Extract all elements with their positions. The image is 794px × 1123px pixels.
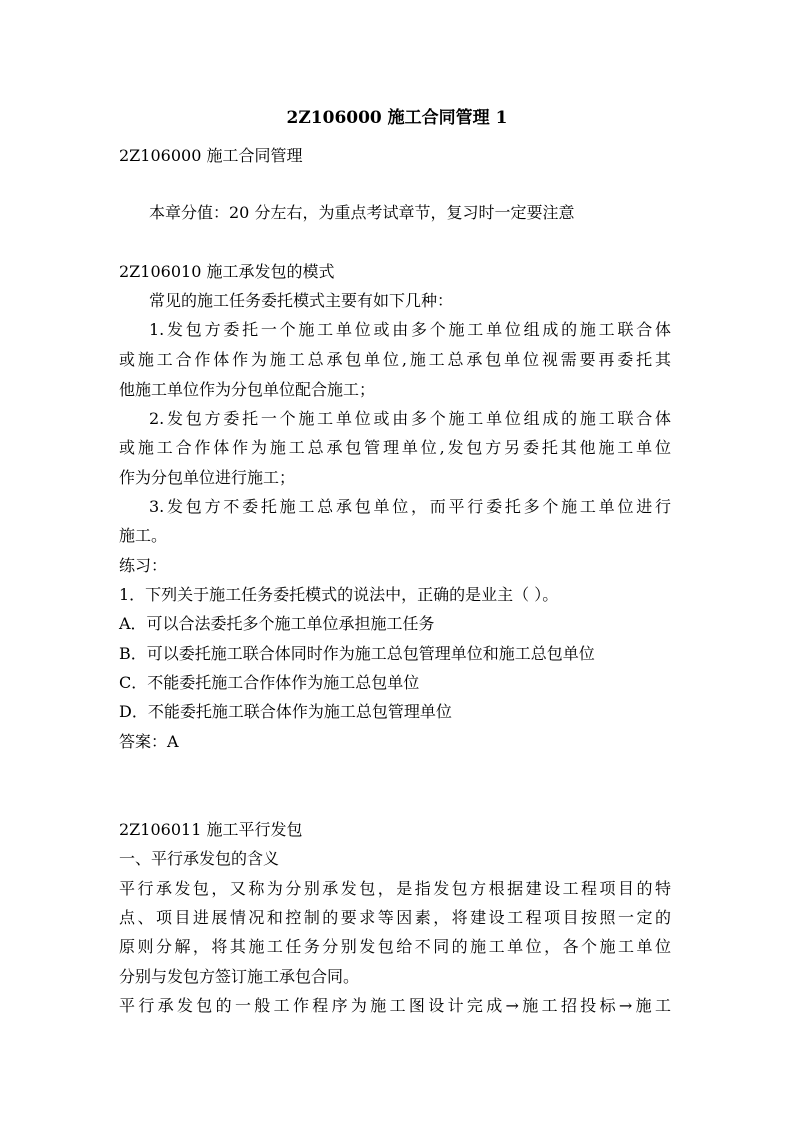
section-heading-2z106010: 2Z106010 施工承发包的模式: [119, 262, 335, 281]
para-1-line-2: 点、项目进展情况和控制的要求等因素，将建设工程项目按照一定的: [119, 908, 671, 927]
chapter-heading: 2Z106000 施工合同管理: [119, 146, 303, 165]
answer: 答案：A: [119, 732, 179, 751]
para-1-line-4: 分别与发包方签订施工承包合同。: [119, 967, 360, 986]
item-1-line-1: 1.发包方委托一个施工单位或由多个施工单位组成的施工联合体: [149, 320, 671, 339]
option-c: C．不能委托施工合作体作为施工总包单位: [119, 673, 420, 692]
option-d: D．不能委托施工联合体作为施工总包管理单位: [119, 702, 452, 721]
subheading-parallel-contracting: 一、平行承发包的含义: [119, 849, 280, 868]
item-3-line-2: 施工。: [119, 526, 168, 545]
score-note: 本章分值：20 分左右，为重点考试章节，复习时一定要注意: [149, 203, 575, 222]
para-1-line-3: 原则分解，将其施工任务分别发包给不同的施工单位，各个施工单位: [119, 937, 671, 956]
item-1-line-2: 或施工合作体作为施工总承包单位,施工总承包单位视需要再委托其: [119, 350, 671, 369]
section-intro: 常见的施工任务委托模式主要有如下几种：: [149, 291, 454, 310]
item-2-line-1: 2.发包方委托一个施工单位或由多个施工单位组成的施工联合体: [149, 409, 671, 428]
para-2-line-1: 平行承发包的一般工作程序为施工图设计完成→施工招投标→施工: [119, 996, 671, 1015]
item-3-line-1: 3.发包方不委托施工总承包单位，而平行委托多个施工单位进行: [149, 497, 671, 516]
practice-question: 1．下列关于施工任务委托模式的说法中，正确的是业主（ ）。: [119, 585, 559, 604]
item-1-line-3: 他施工单位作为分包单位配合施工；: [119, 380, 376, 399]
document-title: 2Z106000 施工合同管理 1: [286, 108, 508, 128]
item-2-line-2: 或施工合作体作为施工总承包管理单位,发包方另委托其他施工单位: [119, 438, 671, 457]
para-1-line-1: 平行承发包，又称为分别承发包，是指发包方根据建设工程项目的特: [119, 879, 671, 898]
item-2-line-3: 作为分包单位进行施工；: [119, 468, 296, 487]
section-heading-2z106011: 2Z106011 施工平行发包: [119, 820, 303, 839]
option-b: B．可以委托施工联合体同时作为施工总包管理单位和施工总包单位: [119, 644, 595, 663]
option-a: A．可以合法委托多个施工单位承担施工任务: [119, 614, 435, 633]
practice-label: 练习：: [119, 556, 168, 575]
